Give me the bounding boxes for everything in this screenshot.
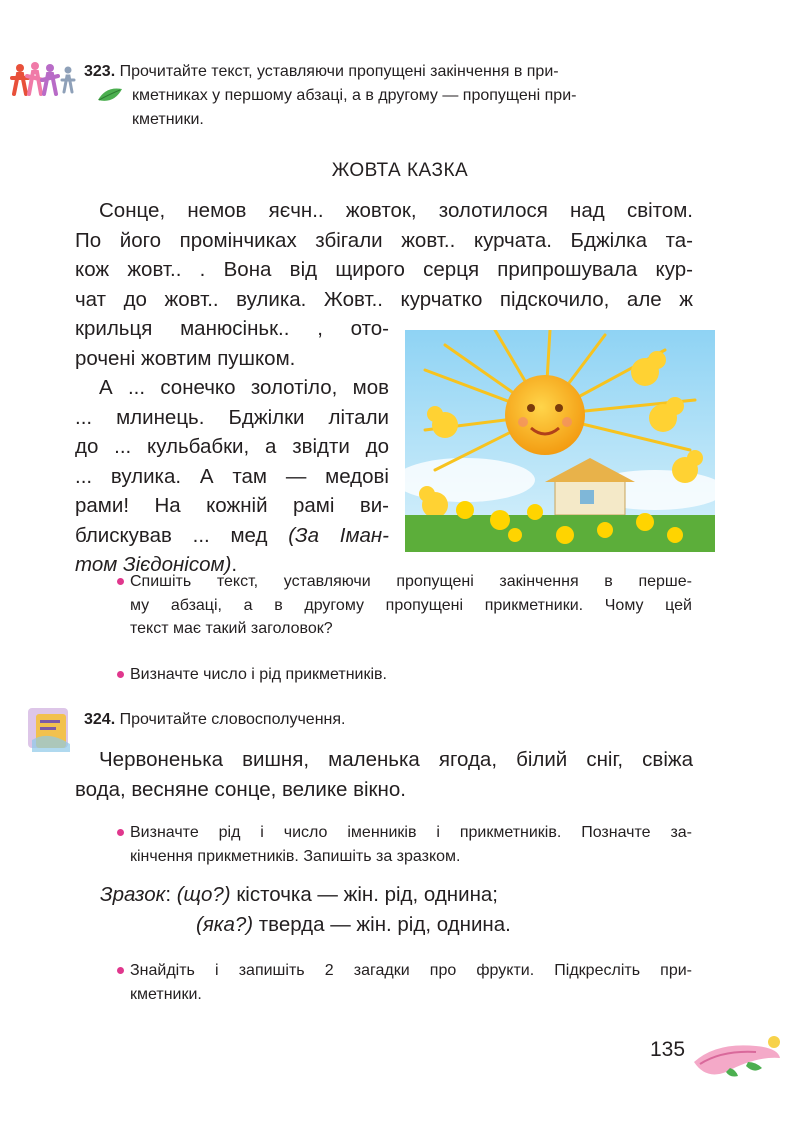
word-phrases: Червоненька вишня, маленька ягода, білий сніг, свіжа вода, весняне сонце, велике вікно. [75,748,693,801]
task-324-instruction: 324. Прочитайте словосполучення. [84,711,346,728]
bullet-icon [117,671,124,678]
task-324-bullet-2: Знайдіть і запишіть 2 загадки про фрукти. Підкресліть при- кметники. [130,962,692,1003]
task-number: 324. [84,711,116,728]
sun-face [505,375,585,455]
bullet-icon [117,578,124,585]
story-title: ЖОВТА КАЗКА [331,160,469,181]
task-323-instruction: 323. Прочитайте текст, уставляючи пропущені закінчення в при- кметниках у першому абзаці, а в другому — пропущені при- кметники. [84,63,577,128]
notebook-icon [22,700,78,754]
task-324-bullet-1: Визначте рід і число іменників і прикметників. Позначте за- кінчення прикметників. Запишіть за зразком. [130,824,692,865]
paragraph-1: Сонце, немов яєчн.. жовток, золотилося над світом. По його промінчиках збігали жовт.. курчата. Бджілка та- кож жовт.. . Вона від щирого серця припрошувала кур- чат до жовт.. вулика. Жовт.. курчатко підскочило, але ж [75,199,693,311]
task-323-bullet-1: Спишіть текст, уставляючи пропущені закінчення в перше- му абзаці, а в другому пропущені прикметники. Чому цей текст має такий заголовок? [130,573,692,637]
sample-block: Зразок: (що?) кісточка — жін. рід, однина; (яка?) тверда — жін. рід, однина. [100,883,511,936]
source-author-cont: том Зієдонісом) [75,553,232,576]
sun-chicks-illustration [405,330,715,552]
task-323-bullet-2: Визначте число і рід прикметників. [130,666,387,683]
page-number: 135 [650,1038,686,1061]
bullet-icon [117,967,124,974]
bullet-icon [117,829,124,836]
children-group-icon [8,58,78,98]
sample-label: Зразок [100,883,166,906]
task-number: 323. [84,63,116,80]
narrow-column-text: крильця манюсіньк.. , ото- рочені жовтим пушком. А ... сонечко золотіло, мов ... млинець. Бджілки літали до ... кульбабки, а звідти до ... вулика. А там — медові рами! На кожній рамі ви- блискував ... мед (За Іман- том Зієдонісом). [75,317,390,576]
source-author: (За Іман- [288,523,390,547]
scroll-flower-icon [686,1028,786,1080]
